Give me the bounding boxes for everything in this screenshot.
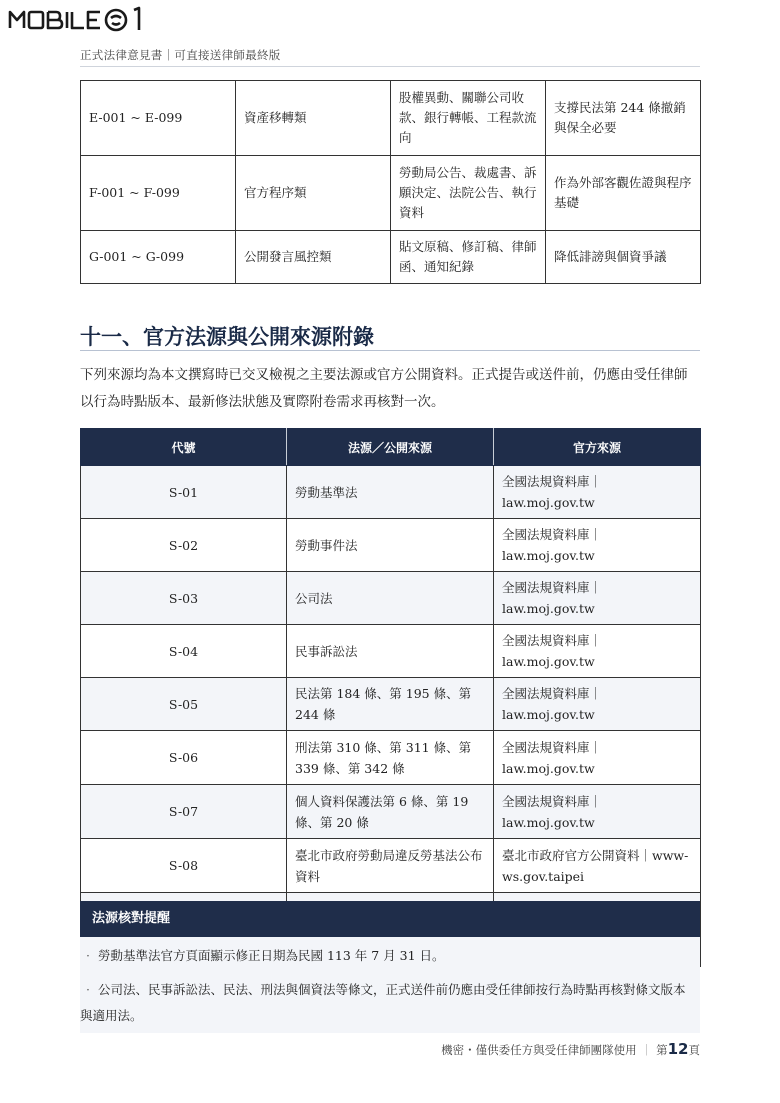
header-law: 法源／公開來源 [287,429,494,466]
sources-table [80,428,701,967]
bullet-mark: · [86,982,90,997]
source-law: 民法第 184 條、第 195 條、第 244 條 [287,678,494,731]
document-header: 正式法律意見書｜可直接送律師最終版 [80,48,281,62]
evidence-range: G-001 ~ G-099 [81,231,236,284]
note-item [80,977,686,1029]
table-row [81,678,701,731]
source-law: 刑法第 310 條、第 311 條、第 339 條、第 342 條 [287,731,494,785]
section-intro: 下列來源均為本文撰寫時已交叉檢視之主要法源或官方公開資料。正式提告或送件前，仍應由受任律師以行為時點版本、最新修法狀態及實際附卷需求再核對一次。 [80,367,688,410]
mobile01-logo-mark [8,4,148,34]
source-code: S-07 [81,785,287,839]
evidence-purpose: 作為外部客觀佐證與程序基礎 [546,156,701,231]
mobile01-logo [8,4,148,34]
source-origin: 全國法規資料庫｜law.moj.gov.tw [494,572,701,625]
table-row [81,625,701,678]
source-origin: 全國法規資料庫｜law.moj.gov.tw [494,625,701,678]
evidence-content: 股權異動、關聯公司收款、銀行轉帳、工程款流向 [391,81,546,156]
source-origin: 全國法規資料庫｜law.moj.gov.tw [494,466,701,519]
evidence-purpose: 降低誹謗與個資爭議 [546,231,701,284]
table-row [81,731,701,785]
note-item [80,943,686,969]
note-item-text: 勞動基準法官方頁面顯示修正日期為民國 113 年 7 月 31 日。 [97,948,445,963]
source-code: S-04 [81,625,287,678]
section-rule [80,350,700,351]
evidence-content: 勞動局公告、裁處書、訴願決定、法院公告、執行資料 [391,156,546,231]
evidence-category: 官方程序類 [236,156,391,231]
section-title: 十一、官方法源與公開來源附錄 [80,325,374,349]
table-header-row [81,429,701,466]
source-law: 公司法 [287,572,494,625]
source-code: S-08 [81,839,287,893]
page-footer [441,1040,700,1058]
footer-separator: ｜ [640,1043,653,1057]
table-row [81,81,701,156]
table-row [81,156,701,231]
note-item-text: 公司法、民事訴訟法、民法、刑法與個資法等條文，正式送件前仍應由受任律師按行為時點再核對條文版本與適用法。 [80,982,686,1023]
source-law: 臺北市政府勞動局違反勞基法公布資料 [287,839,494,893]
evidence-table [80,80,701,284]
source-law: 勞動基準法 [287,466,494,519]
page-suffix: 頁 [688,1043,700,1057]
page-number: 12 [667,1040,689,1058]
confidential-notice: 機密・僅供委任方與受任律師團隊使用 [441,1043,637,1057]
table-row [81,785,701,839]
table-row [81,572,701,625]
source-origin: 臺北市政府官方公開資料｜www-ws.gov.taipei [494,839,701,893]
evidence-category: 資產移轉類 [236,81,391,156]
note-title: 法源核對提醒 [80,901,700,937]
header-rule [80,66,700,67]
evidence-range: E-001 ~ E-099 [81,81,236,156]
source-code: S-05 [81,678,287,731]
source-law: 個人資料保護法第 6 條、第 19 條、第 20 條 [287,785,494,839]
source-law: 民事訴訟法 [287,625,494,678]
table-row [81,839,701,893]
source-origin: 全國法規資料庫｜law.moj.gov.tw [494,731,701,785]
evidence-category: 公開發言風控類 [236,231,391,284]
source-code: S-01 [81,466,287,519]
bullet-mark: · [86,948,90,963]
source-origin: 全國法規資料庫｜law.moj.gov.tw [494,785,701,839]
table-row [81,231,701,284]
evidence-range: F-001 ~ F-099 [81,156,236,231]
source-code: S-06 [81,731,287,785]
source-origin: 全國法規資料庫｜law.moj.gov.tw [494,519,701,572]
source-law: 勞動事件法 [287,519,494,572]
source-code: S-02 [81,519,287,572]
evidence-content: 貼文原稿、修訂稿、律師函、通知紀錄 [391,231,546,284]
note-body [80,937,700,1033]
table-row [81,519,701,572]
table-row [81,466,701,519]
source-code: S-03 [81,572,287,625]
source-origin: 全國法規資料庫｜law.moj.gov.tw [494,678,701,731]
page-prefix: 第 [656,1043,668,1057]
header-source: 官方來源 [494,429,701,466]
evidence-purpose: 支撐民法第 244 條撤銷與保全必要 [546,81,701,156]
header-code: 代號 [81,429,287,466]
